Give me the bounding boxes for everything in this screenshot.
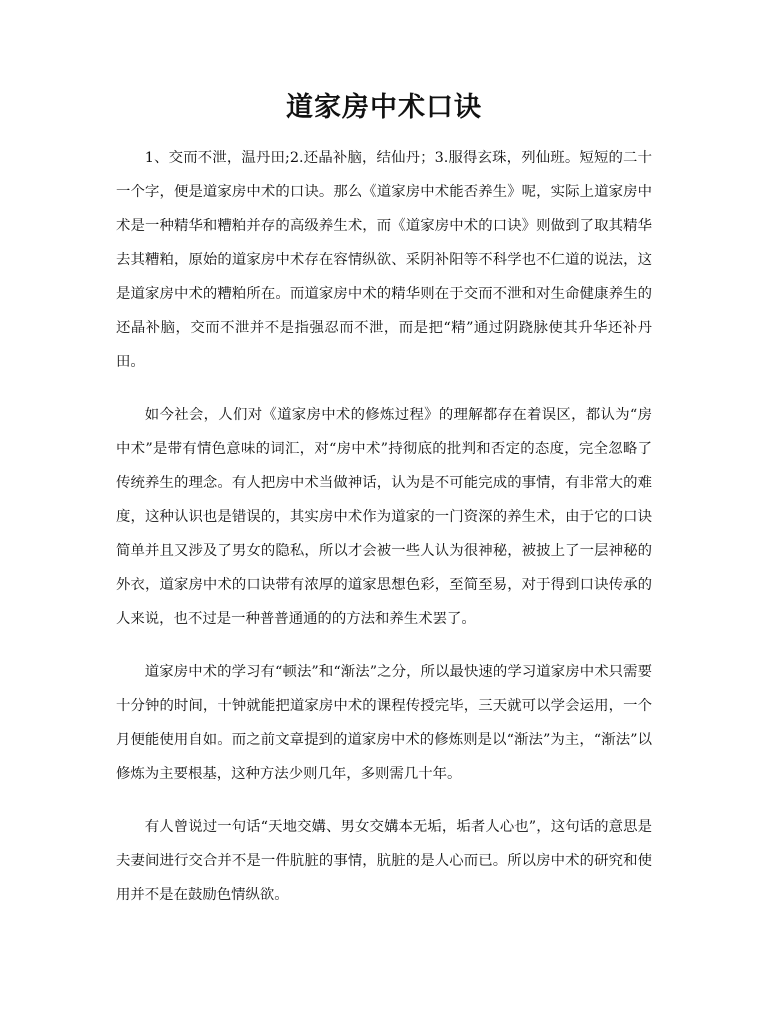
document-body [116, 141, 652, 931]
paragraph: 道家房中术的学习有“顿法”和“渐法”之分，所以最快速的学习道家房中术只需要十分钟的时间，十钟就能把道家房中术的课程传授完毕，三天就可以学会运用，一个月便能使用自如。而之前文章提到的道家房中术的修炼则是以“渐法”为主，“渐法”以修炼为主要根基，这种方法少则几年，多则需几十年。 [116, 664, 652, 782]
document-title: 道家房中术口诀 [286, 92, 482, 123]
paragraph: 1、交而不泄，温丹田;2.还晶补脑，结仙丹；3.服得玄珠，列仙班。短短的二十一个字，便是道家房中术的口诀。那么《道家房中术能否养生》呢，实际上道家房中术是一种精华和糟粕并存的高级养生术，而《道家房中术的口诀》则做到了取其精华去其糟粕，原始的道家房中术存在容情纵欲、采阴补阳等不科学也不仁道的说法，这是道家房中术的糟粕所在。而道家房中术的精华则在于交而不泄和对生命健康养生的还晶补脑，交而不泄并不是指强忍而不泄，而是把“精”通过阴跷脉使其升华还补丹田。 [116, 150, 652, 370]
paragraph: 有人曾说过一句话“天地交媾、男女交媾本无垢，垢者人心也”，这句话的意思是夫妻间进行交合并不是一件肮脏的事情，肮脏的是人心而已。所以房中术的研究和使用并不是在鼓励色情纵欲。 [116, 819, 652, 903]
paragraph: 如今社会，人们对《道家房中术的修炼过程》的理解都存在着误区，都认为“房中术”是带有情色意味的词汇，对“房中术”持彻底的批判和否定的态度，完全忽略了传统养生的理念。有人把房中术当做神话，认为是不可能完成的事情，有非常大的难度，这种认识也是错误的，其实房中术作为道家的一门资深的养生术，由于它的口诀简单并且又涉及了男女的隐私，所以才会被一些人认为很神秘，被披上了一层神秘的外衣，道家房中术的口诀带有浓厚的道家思想色彩，至简至易，对于得到口诀传承的人来说，也不过是一种普普通通的的方法和养生术罢了。 [116, 407, 652, 627]
